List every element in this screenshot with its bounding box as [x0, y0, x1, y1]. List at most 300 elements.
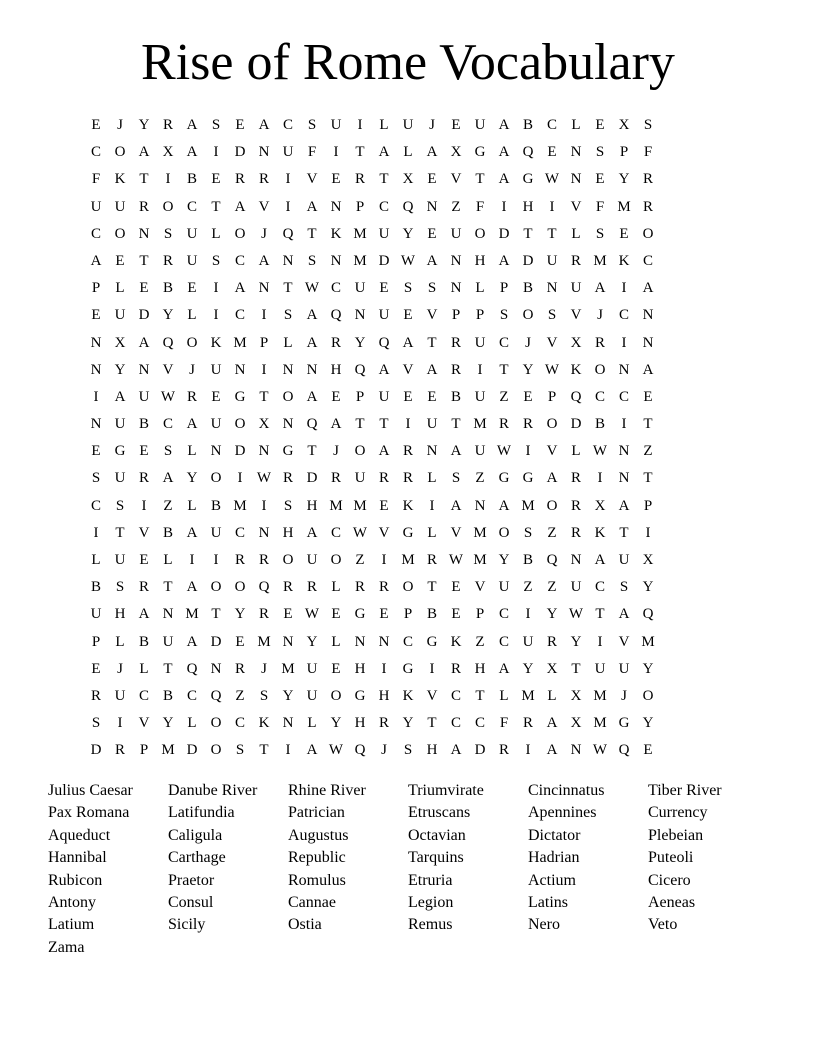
- grid-letter: X: [162, 144, 174, 161]
- grid-letter: Y: [330, 715, 342, 732]
- grid-letter: Q: [306, 416, 318, 433]
- grid-letter: S: [115, 497, 125, 514]
- grid-letter: N: [354, 307, 366, 324]
- grid-letter: L: [571, 225, 581, 242]
- grid-letter: E: [91, 307, 101, 324]
- grid-letter: D: [234, 443, 246, 460]
- grid-letter: J: [333, 443, 339, 460]
- grid-letter: N: [282, 715, 294, 732]
- grid-row: [84, 656, 732, 683]
- grid-letter: A: [306, 388, 318, 405]
- grid-letter: Y: [162, 715, 174, 732]
- grid-letter: R: [570, 470, 581, 487]
- grid-letter: O: [546, 416, 558, 433]
- grid-letter: Y: [642, 660, 654, 677]
- grid-letter: I: [261, 361, 267, 378]
- grid-letter: L: [187, 497, 197, 514]
- grid-letter: O: [498, 524, 510, 541]
- grid-letter: D: [138, 307, 150, 324]
- grid-letter: E: [403, 307, 413, 324]
- grid-letter: V: [258, 198, 270, 215]
- grid-letter: V: [138, 715, 150, 732]
- grid-letter: I: [213, 144, 219, 161]
- grid-letter: L: [211, 225, 221, 242]
- grid-letter: K: [402, 497, 414, 514]
- grid-letter: A: [90, 252, 102, 269]
- grid-letter: S: [427, 280, 437, 297]
- grid-letter: R: [354, 171, 365, 188]
- grid-letter: I: [189, 552, 195, 568]
- grid-letter: D: [570, 416, 582, 433]
- grid-letter: N: [354, 633, 366, 650]
- grid-row: [84, 411, 732, 438]
- grid-letter: G: [234, 388, 246, 405]
- grid-letter: P: [403, 606, 413, 623]
- grid-letter: T: [595, 606, 605, 623]
- grid-letter: E: [595, 117, 605, 133]
- grid-letter: C: [546, 117, 557, 133]
- grid-letter: T: [139, 171, 149, 188]
- grid-letter: O: [522, 307, 534, 324]
- grid-letter: O: [474, 225, 486, 242]
- word-list-item: Plebeian: [648, 826, 704, 844]
- grid-letter: E: [331, 606, 341, 623]
- grid-letter: E: [379, 280, 389, 297]
- grid-letter: U: [306, 552, 318, 568]
- word-list-item: Praetor: [168, 871, 215, 889]
- grid-row: [84, 384, 732, 411]
- word-list-item: Hadrian: [528, 849, 580, 867]
- grid-letter: B: [594, 416, 605, 433]
- grid-letter: Y: [354, 334, 366, 351]
- grid-letter: R: [450, 361, 461, 378]
- grid-letter: O: [642, 225, 654, 242]
- grid-letter: Y: [402, 225, 414, 242]
- grid-letter: I: [213, 552, 219, 568]
- grid-letter: A: [618, 497, 630, 514]
- grid-letter: U: [114, 687, 126, 704]
- grid-letter: O: [210, 470, 222, 487]
- grid-letter: V: [402, 361, 414, 378]
- grid-letter: A: [618, 606, 630, 623]
- grid-letter: T: [451, 416, 461, 433]
- grid-letter: K: [258, 715, 270, 732]
- grid-letter: A: [234, 198, 246, 215]
- grid-letter: B: [138, 416, 149, 433]
- grid-row: [84, 547, 732, 574]
- grid-letter: L: [427, 524, 437, 541]
- grid-letter: I: [597, 470, 603, 487]
- grid-letter: N: [282, 633, 294, 650]
- grid-letter: D: [186, 742, 198, 759]
- grid-letter: L: [187, 307, 197, 324]
- grid-letter: I: [213, 307, 219, 324]
- grid-letter: C: [90, 497, 101, 514]
- grid-letter: Q: [570, 388, 582, 405]
- grid-letter: B: [162, 524, 173, 541]
- grid-letter: N: [378, 633, 390, 650]
- grid-letter: S: [115, 579, 125, 596]
- grid-letter: E: [139, 443, 149, 460]
- grid-letter: T: [379, 171, 389, 188]
- grid-letter: U: [114, 307, 126, 324]
- grid-letter: O: [642, 687, 654, 704]
- grid-letter: I: [285, 171, 291, 188]
- grid-letter: C: [474, 715, 485, 732]
- grid-letter: Z: [547, 579, 557, 596]
- grid-letter: U: [282, 144, 294, 161]
- grid-letter: Y: [570, 633, 582, 650]
- grid-letter: C: [378, 198, 389, 215]
- grid-letter: A: [450, 497, 462, 514]
- grid-letter: I: [621, 416, 627, 433]
- grid-letter: I: [141, 497, 147, 514]
- grid-letter: O: [354, 443, 366, 460]
- grid-letter: I: [525, 443, 531, 460]
- grid-letter: I: [261, 497, 267, 514]
- grid-letter: Q: [378, 334, 390, 351]
- grid-letter: W: [160, 388, 176, 405]
- grid-letter: Q: [522, 144, 534, 161]
- grid-letter: V: [426, 307, 438, 324]
- grid-letter: H: [474, 252, 486, 269]
- grid-letter: U: [210, 361, 222, 378]
- grid-letter: C: [330, 280, 341, 297]
- grid-letter: P: [139, 742, 149, 759]
- grid-row: [84, 194, 732, 221]
- grid-letter: Z: [163, 497, 173, 514]
- grid-letter: U: [618, 660, 630, 677]
- grid-letter: X: [618, 117, 630, 133]
- grid-letter: I: [501, 198, 507, 215]
- grid-letter: I: [261, 307, 267, 324]
- grid-letter: P: [259, 334, 269, 351]
- grid-letter: E: [427, 171, 437, 188]
- grid-letter: U: [474, 117, 486, 133]
- grid-letter: U: [114, 552, 126, 568]
- grid-letter: C: [402, 633, 413, 650]
- grid-letter: A: [138, 334, 150, 351]
- grid-letter: B: [138, 633, 149, 650]
- grid-letter: C: [90, 144, 101, 161]
- grid-letter: A: [186, 416, 198, 433]
- grid-letter: Y: [642, 715, 654, 732]
- grid-letter: N: [162, 606, 174, 623]
- grid-letter: Q: [642, 606, 654, 623]
- grid-letter: L: [91, 552, 101, 568]
- grid-letter: J: [525, 334, 531, 351]
- grid-letter: R: [282, 579, 293, 596]
- grid-letter: R: [570, 252, 581, 269]
- grid-letter: T: [307, 225, 317, 242]
- grid-letter: C: [498, 633, 509, 650]
- grid-letter: U: [498, 579, 510, 596]
- grid-letter: I: [381, 660, 387, 677]
- grid-letter: Z: [523, 579, 533, 596]
- grid-row: [84, 465, 732, 492]
- grid-letter: R: [234, 171, 245, 188]
- grid-letter: T: [427, 579, 437, 596]
- grid-letter: N: [306, 361, 318, 378]
- grid-letter: O: [234, 225, 246, 242]
- grid-letter: M: [161, 742, 175, 759]
- grid-letter: N: [90, 334, 102, 351]
- grid-letter: T: [355, 416, 365, 433]
- grid-letter: U: [522, 633, 534, 650]
- grid-letter: J: [381, 742, 387, 759]
- grid-letter: F: [475, 198, 485, 215]
- grid-letter: O: [114, 225, 126, 242]
- grid-letter: V: [546, 443, 558, 460]
- grid-letter: L: [307, 715, 317, 732]
- grid-letter: R: [258, 606, 269, 623]
- grid-row: [84, 574, 732, 601]
- grid-row: [84, 357, 732, 384]
- grid-letter: V: [618, 633, 630, 650]
- grid-letter: E: [427, 388, 437, 405]
- grid-letter: V: [378, 524, 390, 541]
- grid-letter: C: [186, 198, 197, 215]
- grid-letter: R: [498, 416, 509, 433]
- grid-letter: Q: [354, 361, 366, 378]
- grid-letter: I: [597, 633, 603, 650]
- grid-letter: Q: [210, 687, 222, 704]
- grid-letter: S: [259, 687, 269, 704]
- grid-letter: M: [233, 334, 247, 351]
- grid-letter: A: [258, 252, 270, 269]
- grid-letter: G: [114, 443, 126, 460]
- grid-letter: R: [594, 334, 605, 351]
- grid-letter: I: [117, 715, 123, 732]
- grid-letter: T: [427, 334, 437, 351]
- grid-letter: Z: [499, 388, 509, 405]
- grid-letter: O: [594, 361, 606, 378]
- grid-letter: U: [546, 252, 558, 269]
- grid-letter: R: [570, 524, 581, 541]
- grid-letter: E: [427, 225, 437, 242]
- grid-letter: O: [330, 687, 342, 704]
- grid-letter: N: [450, 280, 462, 297]
- grid-letter: R: [570, 497, 581, 514]
- grid-letter: C: [186, 687, 197, 704]
- grid-letter: K: [594, 524, 606, 541]
- grid-letter: W: [592, 742, 608, 759]
- word-list-item: Latium: [48, 916, 95, 934]
- grid-letter: A: [162, 470, 174, 487]
- grid-letter: N: [618, 443, 630, 460]
- grid-row: [84, 601, 732, 628]
- grid-letter: J: [597, 307, 603, 324]
- grid-letter: C: [594, 579, 605, 596]
- grid-letter: N: [138, 361, 150, 378]
- word-list-item: Latins: [528, 893, 568, 911]
- grid-letter: A: [186, 144, 198, 161]
- grid-letter: T: [163, 579, 173, 596]
- grid-letter: F: [595, 198, 605, 215]
- grid-letter: N: [330, 252, 342, 269]
- word-list-item: Romulus: [288, 871, 346, 889]
- grid-letter: L: [331, 579, 341, 596]
- grid-letter: M: [593, 687, 607, 704]
- grid-letter: G: [426, 633, 438, 650]
- grid-letter: Y: [186, 470, 198, 487]
- grid-letter: E: [139, 552, 149, 568]
- grid-letter: N: [426, 198, 438, 215]
- word-list-item: Antony: [48, 893, 96, 911]
- grid-letter: N: [330, 198, 342, 215]
- grid-row: [84, 710, 732, 737]
- grid-letter: A: [378, 361, 390, 378]
- grid-letter: N: [282, 361, 294, 378]
- grid-letter: E: [523, 388, 533, 405]
- grid-letter: X: [258, 416, 270, 433]
- grid-letter: S: [283, 307, 293, 324]
- grid-letter: I: [237, 470, 243, 487]
- grid-letter: P: [355, 388, 365, 405]
- grid-letter: L: [139, 660, 149, 677]
- grid-letter: R: [402, 443, 413, 460]
- word-list-item: Apennines: [528, 804, 597, 822]
- grid-letter: H: [282, 524, 294, 541]
- word-list-item: Pax Romana: [48, 804, 130, 822]
- grid-letter: I: [429, 660, 435, 677]
- grid-letter: X: [546, 660, 558, 677]
- grid-letter: R: [258, 552, 269, 568]
- grid-letter: P: [91, 280, 101, 297]
- grid-letter: Q: [162, 334, 174, 351]
- grid-letter: I: [93, 388, 99, 405]
- grid-letter: A: [642, 280, 654, 297]
- grid-letter: D: [378, 252, 390, 269]
- word-list-item: Etruscans: [408, 804, 471, 822]
- grid-letter: F: [307, 144, 317, 161]
- grid-letter: Q: [330, 307, 342, 324]
- grid-letter: R: [234, 660, 245, 677]
- letter-grid: [84, 112, 732, 765]
- grid-letter: U: [114, 416, 126, 433]
- word-list-item: Actium: [528, 871, 576, 889]
- grid-letter: L: [187, 443, 197, 460]
- grid-letter: E: [91, 443, 101, 460]
- grid-letter: I: [645, 524, 651, 541]
- grid-letter: Z: [235, 687, 245, 704]
- word-list-item: Aeneas: [648, 893, 696, 911]
- grid-letter: Q: [546, 552, 558, 568]
- grid-letter: R: [282, 470, 293, 487]
- grid-letter: N: [138, 225, 150, 242]
- grid-letter: K: [330, 225, 342, 242]
- grid-letter: L: [427, 470, 437, 487]
- grid-row: [84, 248, 732, 275]
- grid-letter: K: [402, 687, 414, 704]
- word-list-item: Cicero: [648, 871, 691, 889]
- grid-letter: S: [211, 117, 221, 133]
- grid-letter: U: [306, 687, 318, 704]
- word-list-item: Aqueduct: [48, 826, 111, 844]
- grid-letter: V: [138, 524, 150, 541]
- grid-letter: F: [499, 715, 509, 732]
- grid-letter: K: [570, 361, 582, 378]
- grid-letter: R: [258, 171, 269, 188]
- grid-row: [84, 221, 732, 248]
- grid-letter: C: [594, 388, 605, 405]
- grid-letter: O: [234, 416, 246, 433]
- grid-letter: G: [402, 524, 414, 541]
- grid-letter: Y: [282, 687, 294, 704]
- word-list-item: Ostia: [288, 916, 322, 934]
- grid-letter: C: [450, 687, 461, 704]
- grid-letter: R: [186, 388, 197, 405]
- grid-letter: A: [306, 524, 318, 541]
- grid-letter: R: [450, 660, 461, 677]
- grid-letter: G: [522, 470, 534, 487]
- grid-letter: A: [186, 633, 198, 650]
- grid-letter: A: [426, 361, 438, 378]
- grid-letter: T: [211, 606, 221, 623]
- grid-letter: R: [354, 579, 365, 596]
- word-list-item: Caligula: [168, 826, 223, 844]
- grid-letter: G: [498, 470, 510, 487]
- grid-letter: A: [186, 579, 198, 596]
- grid-letter: O: [114, 144, 126, 161]
- grid-letter: H: [330, 361, 342, 378]
- grid-letter: N: [642, 307, 654, 324]
- grid-letter: L: [115, 280, 125, 297]
- grid-letter: A: [450, 742, 462, 759]
- grid-letter: T: [379, 416, 389, 433]
- grid-letter: O: [186, 334, 198, 351]
- grid-letter: L: [547, 687, 557, 704]
- grid-letter: O: [210, 715, 222, 732]
- grid-letter: I: [525, 606, 531, 623]
- grid-letter: S: [595, 144, 605, 161]
- grid-letter: A: [450, 443, 462, 460]
- grid-letter: E: [643, 742, 653, 759]
- grid-row: [84, 302, 732, 329]
- grid-letter: T: [163, 660, 173, 677]
- grid-letter: A: [498, 144, 510, 161]
- grid-letter: I: [213, 280, 219, 297]
- grid-row: [84, 330, 732, 357]
- grid-letter: I: [525, 742, 531, 759]
- grid-letter: D: [306, 470, 318, 487]
- grid-letter: C: [162, 416, 173, 433]
- grid-letter: Q: [258, 579, 270, 596]
- grid-letter: B: [90, 579, 101, 596]
- grid-letter: A: [186, 117, 198, 133]
- grid-letter: K: [210, 334, 222, 351]
- grid-letter: S: [307, 117, 317, 133]
- grid-letter: Z: [643, 443, 653, 460]
- grid-letter: M: [257, 633, 271, 650]
- grid-letter: Y: [138, 117, 150, 133]
- grid-letter: P: [499, 280, 509, 297]
- grid-letter: T: [571, 660, 581, 677]
- grid-letter: E: [187, 280, 197, 297]
- grid-letter: L: [499, 687, 509, 704]
- word-list-item: Zama: [48, 938, 85, 956]
- grid-letter: B: [522, 117, 533, 133]
- grid-letter: D: [474, 742, 486, 759]
- grid-letter: V: [426, 687, 438, 704]
- grid-letter: L: [115, 633, 125, 650]
- grid-letter: M: [353, 225, 367, 242]
- grid-letter: W: [400, 252, 416, 269]
- grid-letter: N: [618, 470, 630, 487]
- grid-letter: U: [474, 443, 486, 460]
- grid-letter: F: [91, 171, 101, 188]
- word-list-item: Etruria: [408, 871, 453, 889]
